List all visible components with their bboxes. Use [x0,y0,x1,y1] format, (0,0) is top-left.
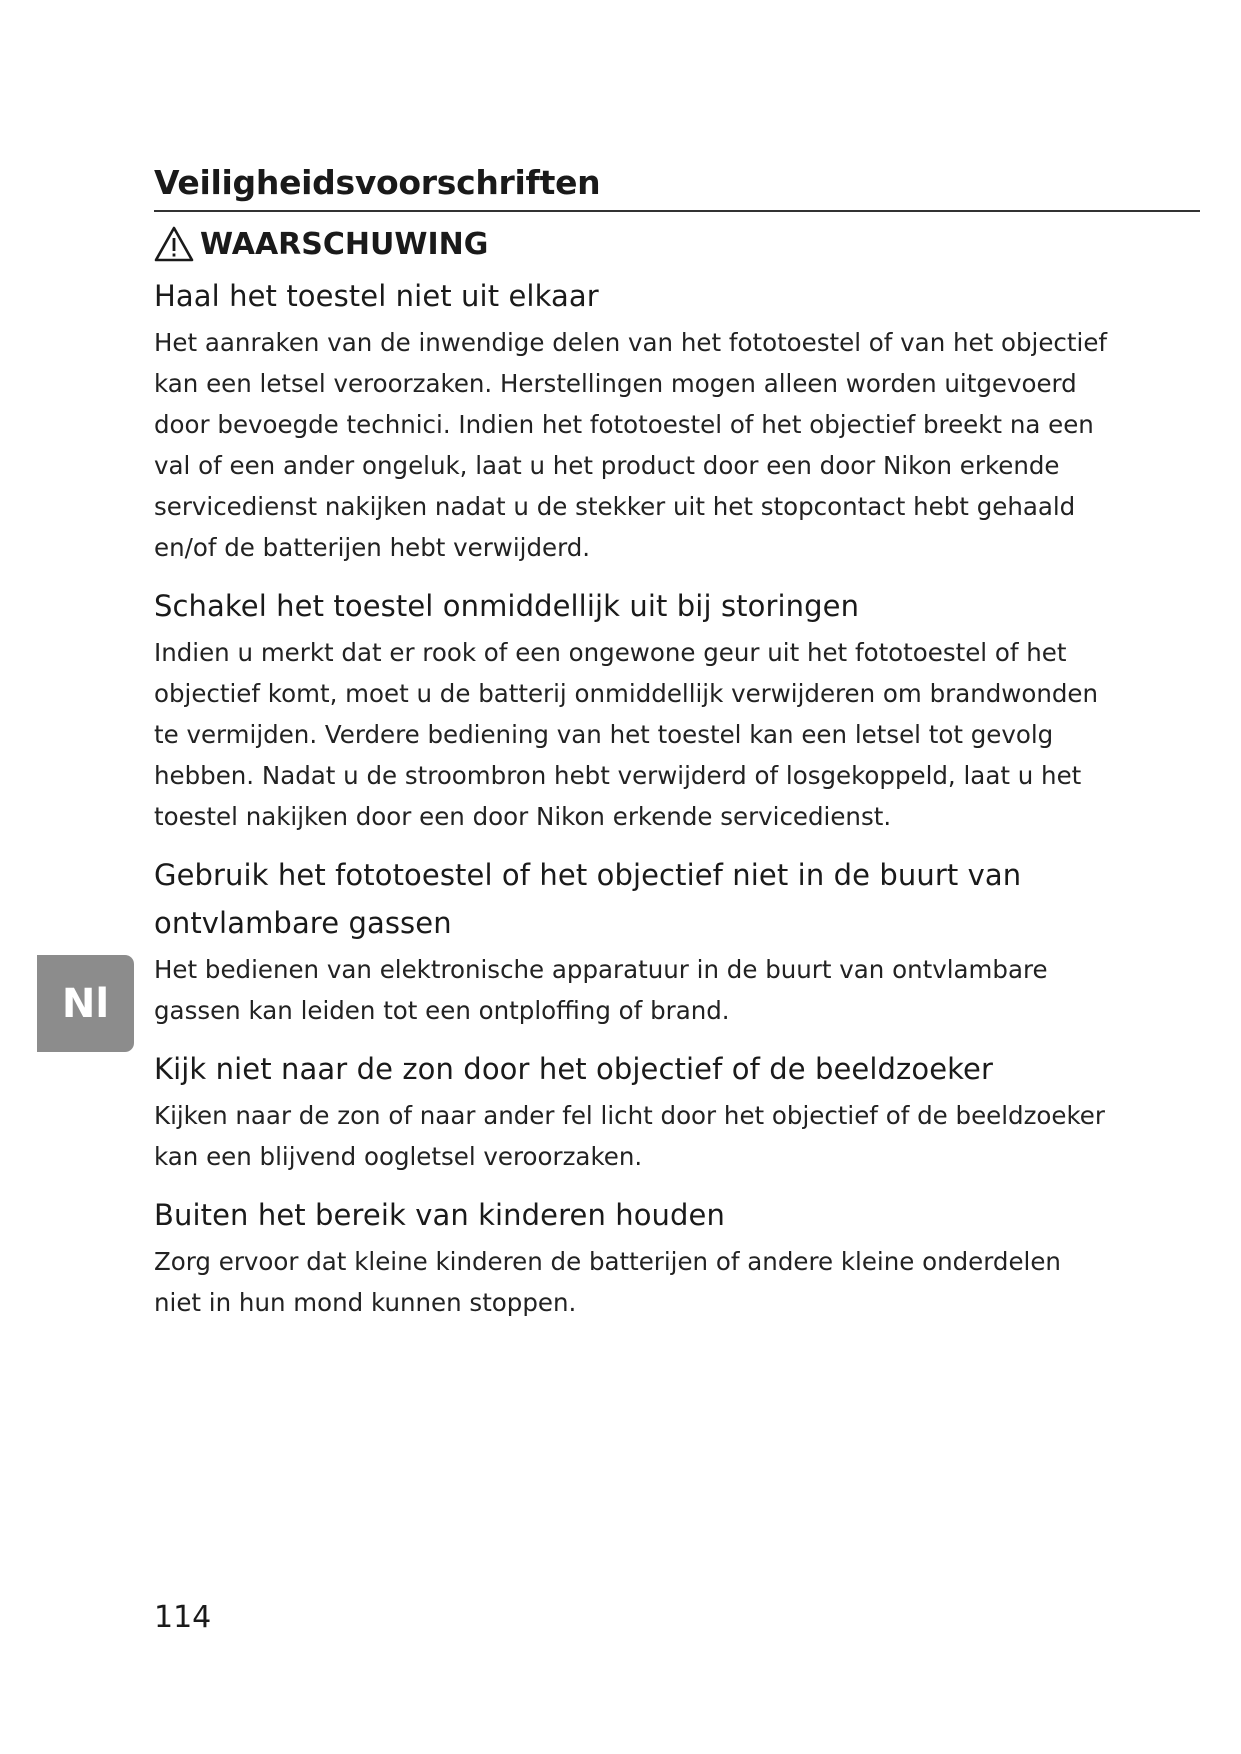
section-body: Kijken naar de zon of naar ander fel licht door het objectief of de beeldzoeker kan een blijvend oogletsel veroorzaken. [154,1101,1105,1171]
section-heading: Haal het toestel niet uit elkaar [154,279,599,313]
section-body: Het aanraken van de inwendige delen van het fototoestel of van het objectief kan een letsel veroorzaken. Herstellingen mogen alleen worden uitgevoerd door bevoegde technici. Indien het fototoestel of het objectief breekt na een val of een ander ongeluk, laat u het product door een door Nikon erkende servicedienst nakijken nadat u de stekker uit het stopcontact hebt gehaald en/of de batterijen hebt verwijderd. [154,328,1108,562]
section-children [154,1191,1114,1323]
section-flammable-gas [154,851,1114,1031]
section-heading: Schakel het toestel onmiddellijk uit bij storingen [154,589,860,623]
page-title: Veiligheidsvoorschriften [154,163,601,202]
section-body: Indien u merkt dat er rook of een ongewone geur uit het fototoestel of het objectief komt, moet u de batterij onmiddellijk verwijderen om brandwonden te vermijden. Verdere bediening van het toestel kan een letsel tot gevolg hebben. Nadat u de stroombron hebt verwijderd of losgekoppeld, laat u het toestel nakijken door een door Nikon erkende servicedienst. [154,638,1099,831]
warning-label: WAARSCHUWING [200,226,489,262]
title-divider [154,210,1200,212]
warning-triangle-icon [154,226,194,262]
section-body: Zorg ervoor dat kleine kinderen de batterijen of andere kleine onderdelen niet in hun mond kunnen stoppen. [154,1247,1061,1317]
page-number: 114 [154,1600,212,1635]
section-heading: Buiten het bereik van kinderen houden [154,1198,725,1232]
section-malfunction [154,582,1114,837]
section-heading: Gebruik het fototoestel of het objectief niet in de buurt van ontvlambare gassen [154,858,1022,940]
section-heading: Kijk niet naar de zon door het objectief of de beeldzoeker [154,1052,993,1086]
section-sun [154,1045,1114,1177]
section-body: Het bedienen van elektronische apparatuur in de buurt van ontvlambare gassen kan leiden tot een ontploffing of brand. [154,955,1048,1025]
language-tab: Nl [37,955,134,1052]
warning-heading [154,226,488,262]
section-disassembly [154,272,1114,568]
safety-sections [154,272,1114,1337]
